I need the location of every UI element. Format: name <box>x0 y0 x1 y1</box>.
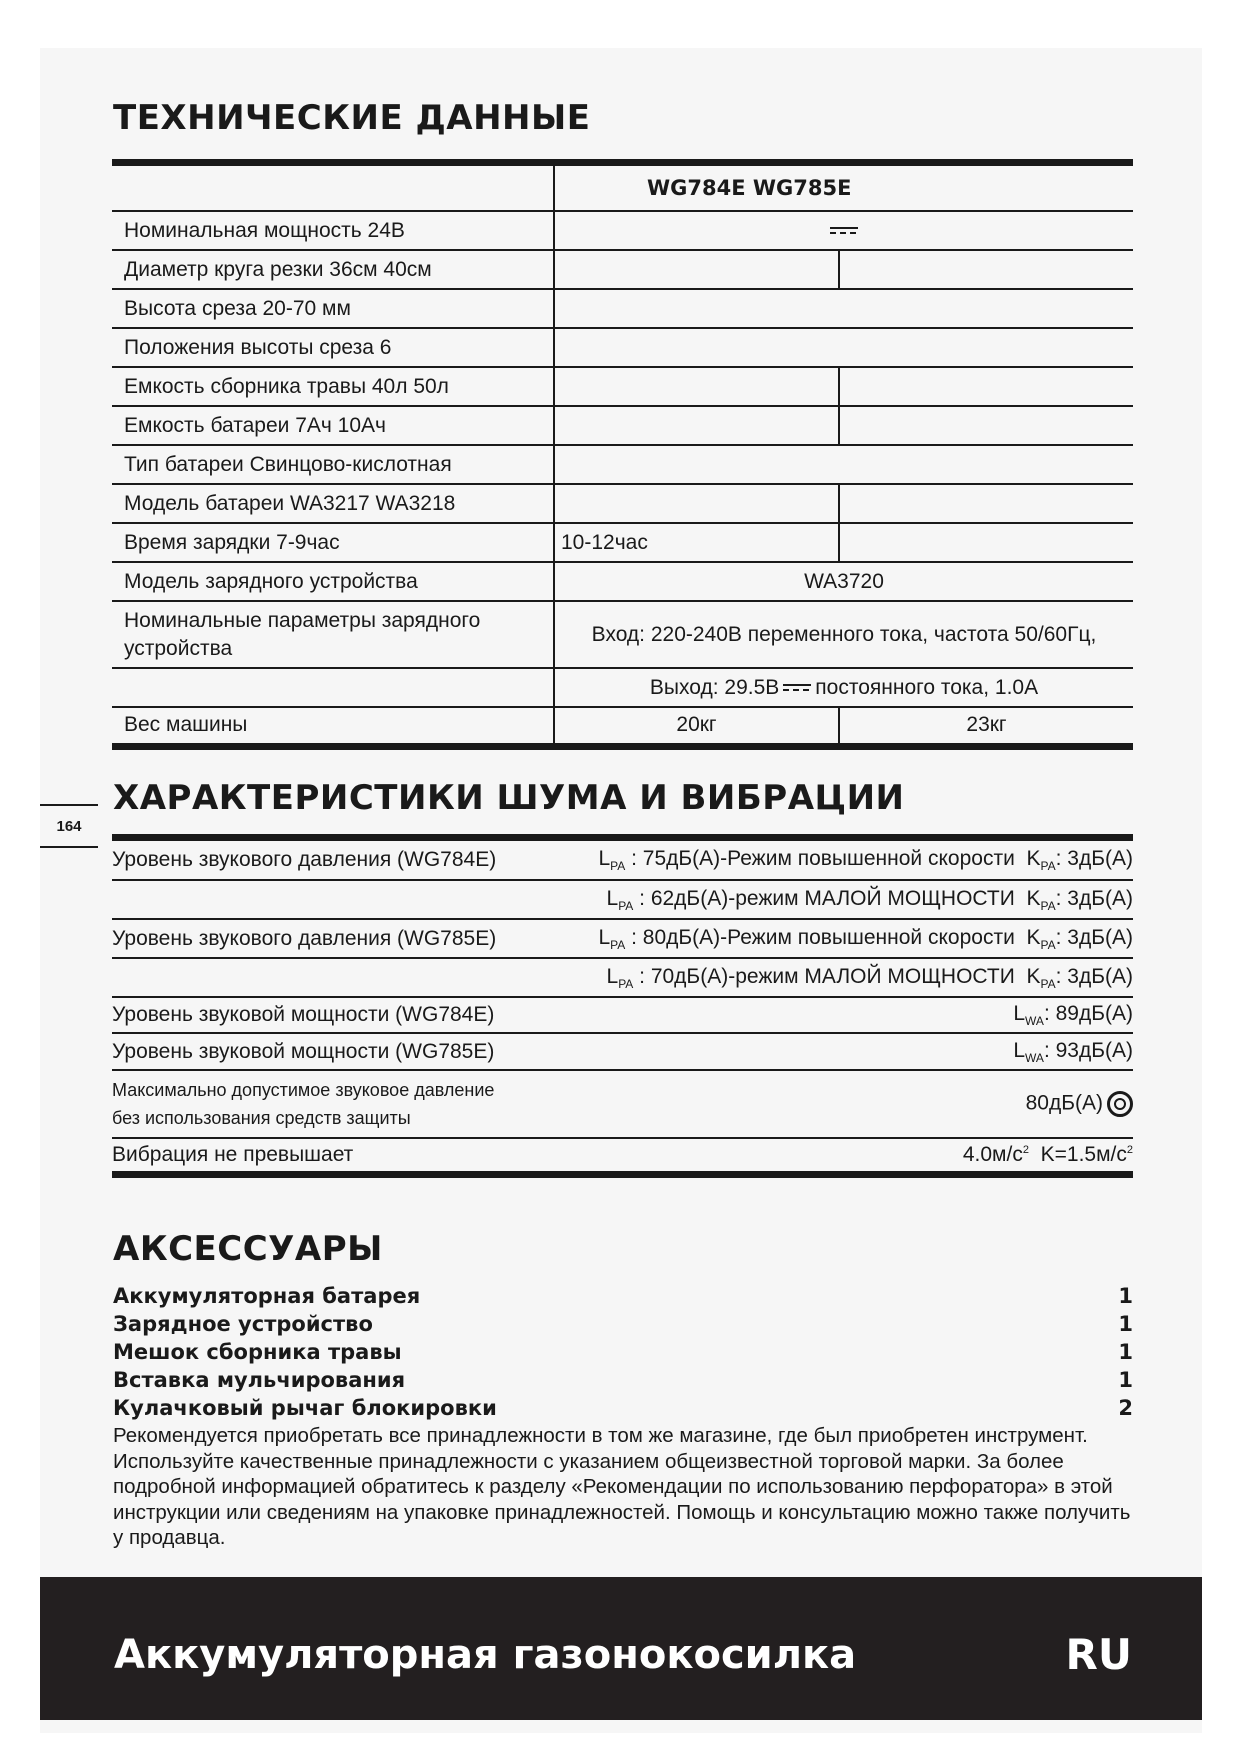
page-number: 164 <box>40 804 98 848</box>
noise-row <box>112 841 1133 880</box>
row-label: Емкость сборника травы 40л 50л <box>112 367 554 406</box>
row-value: $L_{WA}$: 93дБ(A) <box>557 1033 1133 1070</box>
noise-row <box>112 997 1133 1033</box>
row-label: Диаметр круга резки 36см 40см <box>112 250 554 289</box>
row-value: 20кг <box>554 707 839 746</box>
tech-row <box>112 484 1133 523</box>
accessory-item: Зарядное устройство 1 <box>113 1312 1133 1336</box>
accessory-item: Мешок сборника травы 1 <box>113 1340 1133 1364</box>
tech-row <box>112 707 1133 746</box>
tech-row <box>112 562 1133 601</box>
row-value: 23кг <box>839 707 1133 746</box>
noise-row <box>112 880 1133 919</box>
tech-header-row <box>112 166 1133 211</box>
noise-table <box>112 841 1133 1178</box>
noise-row <box>112 919 1133 958</box>
row-label: Уровень звуковой мощности (WG784E) <box>112 997 557 1033</box>
tech-row <box>112 367 1133 406</box>
row-value: $L_{PA}$ : 75дБ(A)-Режим повышенной скорости $K_{PA}$: 3дБ(A) <box>557 841 1133 880</box>
footer-banner <box>40 1577 1202 1720</box>
noise-row <box>112 1070 1133 1138</box>
noise-row <box>112 958 1133 997</box>
row-value: 80дБ(A) <box>557 1070 1133 1138</box>
hearing-protection-icon <box>1107 1091 1133 1117</box>
tech-row <box>112 328 1133 367</box>
noise-row <box>112 1033 1133 1070</box>
tech-row <box>112 668 1133 707</box>
row-label: Номинальная мощность 24В <box>112 211 554 250</box>
accessories-note: Рекомендуется приобретать все принадлежности в том же магазине, где был приобретен инструмент. Используйте качественные принадлежности с указанием общеизвестной торговой марки. За более подробной информацией обратитесь к разделу «Рекомендации по использованию перфоратора» в этой инструкции или сведениям на упаковке принадлежностей. Помощь и консультацию можно также получить у продавца. <box>113 1424 1131 1549</box>
row-value: $L_{PA}$ : 80дБ(A)-Режим повышенной скорости $K_{PA}$: 3дБ(A) <box>557 919 1133 958</box>
tech-row <box>112 250 1133 289</box>
tech-row <box>112 289 1133 328</box>
row-label: Уровень звуковой мощности (WG785E) <box>112 1033 557 1070</box>
dc-symbol-icon <box>830 227 858 235</box>
row-value: $L_{PA}$ : 70дБ(A)-режим МАЛОЙ МОЩНОСТИ $K_{PA}$: 3дБ(A) <box>557 958 1133 997</box>
tech-heading: ТЕХНИЧЕСКИЕ ДАННЫЕ <box>113 98 591 138</box>
row-value: $4.0м/c^2$ $K=1.5м/c^2$ <box>557 1138 1133 1174</box>
accessories-heading: АКСЕССУАРЫ <box>113 1229 383 1269</box>
tech-table <box>112 166 1133 750</box>
dc-symbol-icon <box>783 684 811 692</box>
noise-top-rule <box>112 834 1133 841</box>
accessory-item: Аккумуляторная батарея 1 <box>113 1284 1133 1308</box>
row-label: Положения высоты среза 6 <box>112 328 554 367</box>
row-label: Уровень звукового давления (WG784E) <box>112 841 557 880</box>
row-value: Вход: 220-240В переменного тока, частота 50/60Гц, <box>554 601 1133 668</box>
language-code: RU <box>1065 1630 1132 1679</box>
row-label: Емкость батареи 7Ач 10Ач <box>112 406 554 445</box>
accessory-item: Вставка мульчирования 1 <box>113 1368 1133 1392</box>
accessory-item: Кулачковый рычаг блокировки 2 <box>113 1396 1133 1420</box>
footer-title: Аккумуляторная газонокосилка <box>114 1632 857 1678</box>
row-label: Время зарядки 7-9час <box>112 523 554 562</box>
tech-row <box>112 406 1133 445</box>
row-label: Модель зарядного устройства <box>112 562 554 601</box>
row-label: Вес машины <box>112 707 554 746</box>
noise-heading: ХАРАКТЕРИСТИКИ ШУМА И ВИБРАЦИИ <box>113 778 905 818</box>
row-label: Тип батареи Свинцово-кислотная <box>112 445 554 484</box>
row-value: $L_{WA}$: 89дБ(A) <box>557 997 1133 1033</box>
row-value: WA3720 <box>554 562 1133 601</box>
row-value: 10-12час <box>554 523 839 562</box>
models-header: WG784E WG785E <box>554 166 1133 211</box>
row-value: Выход: 29.5В постоянного тока, 1.0А <box>554 668 1133 707</box>
row-label: Модель батареи WA3217 WA3218 <box>112 484 554 523</box>
dc-symbol-cell <box>554 211 1133 250</box>
noise-row <box>112 1138 1133 1174</box>
tech-row <box>112 601 1133 668</box>
row-label: Вибрация не превышает <box>112 1138 557 1174</box>
row-value: $L_{PA}$ : 62дБ(A)-режим МАЛОЙ МОЩНОСТИ $K_{PA}$: 3дБ(A) <box>557 880 1133 919</box>
tech-row <box>112 211 1133 250</box>
tech-row <box>112 523 1133 562</box>
tech-row <box>112 445 1133 484</box>
row-label: Высота среза 20-70 мм <box>112 289 554 328</box>
row-label: Максимально допустимое звуковое давление без использования средств защиты <box>112 1070 557 1138</box>
row-label: Номинальные параметры зарядного устройства <box>112 601 554 668</box>
tech-top-rule <box>112 159 1133 166</box>
row-label: Уровень звукового давления (WG785E) <box>112 919 557 958</box>
